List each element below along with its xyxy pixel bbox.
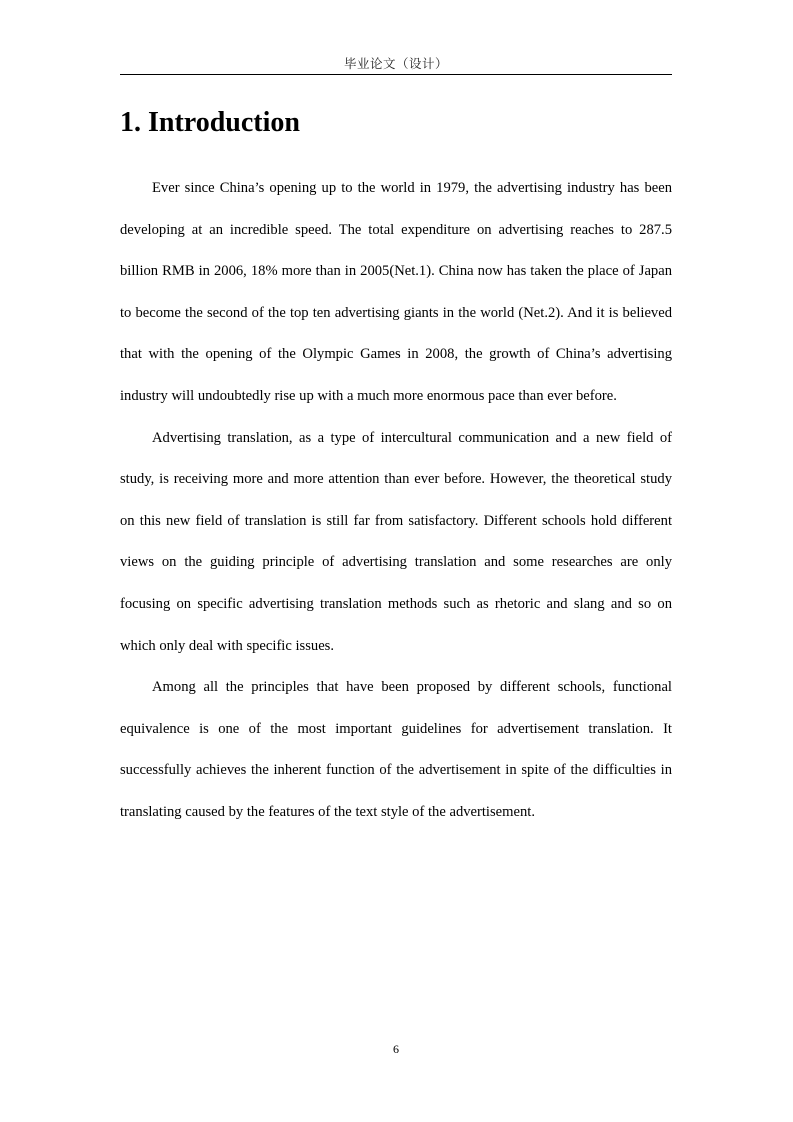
paragraph-2: Advertising translation, as a type of intercultural communication and a new field of study, is receiving more and more attention than ever before. However, the theoretical study on this new field of translation is still far from satisfactory. Different schools hold different views on the guiding principle of advertising translation and some researches are only focusing on specific advertising translation methods such as rhetoric and slang and so on which only deal with specific issues.: [120, 429, 672, 654]
paragraph-1: Ever since China’s opening up to the world in 1979, the advertising industry has been developing at an incredible speed. The total expenditure on advertising reaches to 287.5 billion RMB in 2006, 18% more than in 2005(Net.1). China now has taken the place of Japan to become the second of the top ten advertising giants in the world (Net.2). And it is believed that with the opening of the Olympic Games in 2008, the growth of China’s advertising industry will undoubtedly rise up with a much more enormous pace than ever before.: [120, 180, 672, 404]
page-number: 6: [393, 1042, 399, 1056]
body-text: [120, 168, 672, 834]
header-divider: [120, 74, 672, 75]
page-header: 毕业论文（设计）: [343, 57, 448, 71]
section-heading: 1. Introduction: [120, 107, 300, 138]
paragraph-3: Among all the principles that have been proposed by different schools, functional equivalence is one of the most important guidelines for advertisement translation. It successfully achieves the inherent function of the advertisement in spite of the difficulties in translating caused by the features of the text style of the advertisement.: [120, 679, 672, 820]
